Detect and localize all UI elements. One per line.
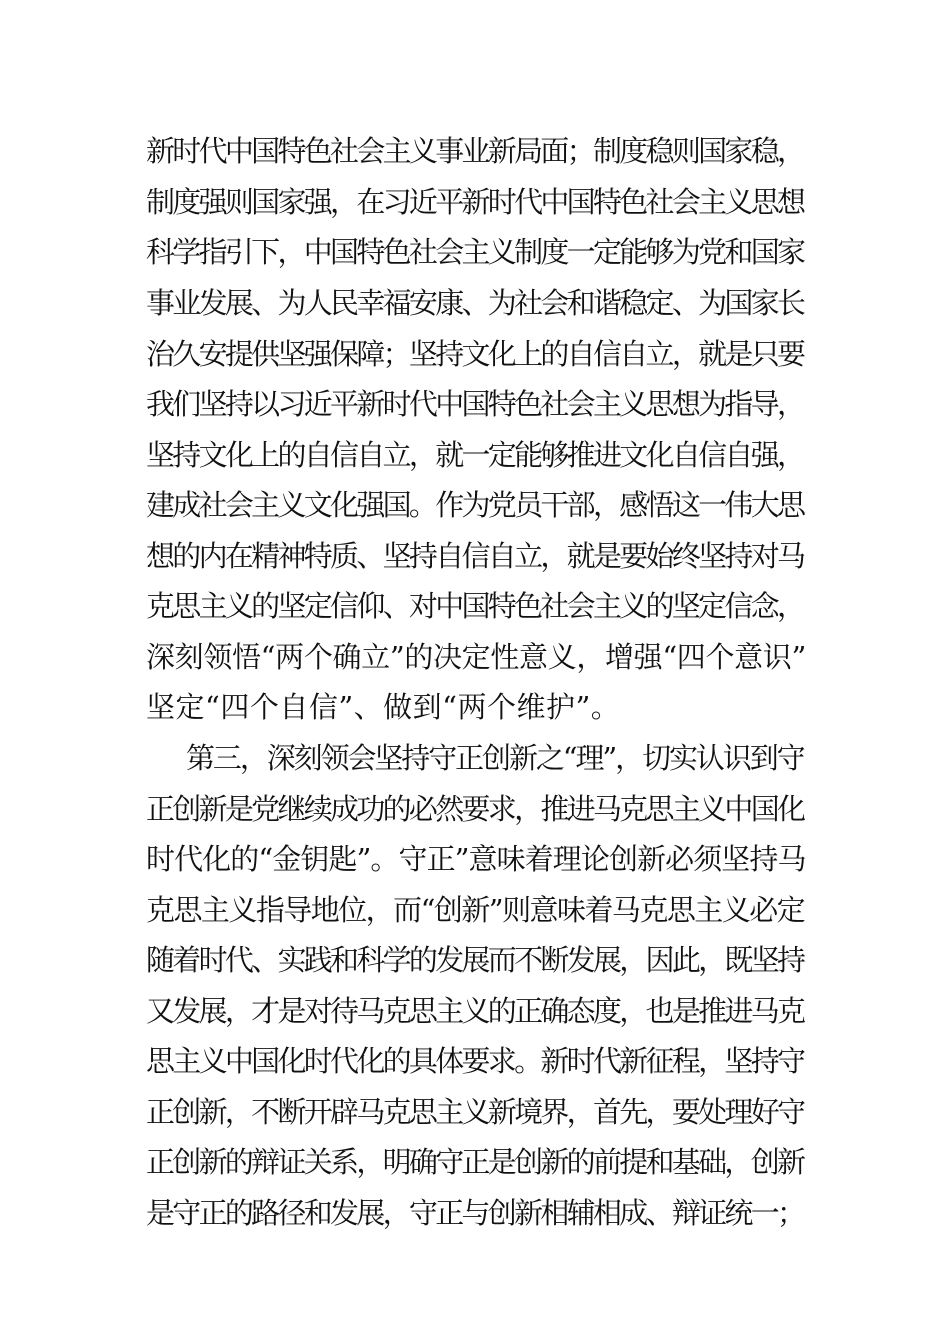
- text-line: 正创新是党继续成功的必然要求，推进马克思主义中国化: [146, 792, 804, 826]
- text-line: 思主义中国化时代化的具体要求。新时代新征程，坚持守: [146, 1044, 804, 1078]
- text-line: 克思主义的坚定信仰、对中国特色社会主义的坚定信念，: [146, 589, 804, 623]
- text-line: 坚定“四个自信”、做到“两个维护”。: [146, 690, 621, 724]
- text-line: 科学指引下，中国特色社会主义制度一定能够为党和国家: [146, 235, 804, 269]
- text-line: 治久安提供坚强保障；坚持文化上的自信自立，就是只要: [146, 337, 804, 371]
- text-line: 随着时代、实践和科学的发展而不断发展，因此，既坚持: [146, 943, 804, 977]
- text-line: 坚持文化上的自信自立，就一定能够推进文化自信自强，: [146, 438, 804, 472]
- text-line: 想的内在精神特质、坚持自信自立，就是要始终坚持对马: [146, 539, 804, 573]
- text-line: 时代化的“金钥匙”。守正”意味着理论创新必须坚持马: [146, 842, 806, 876]
- text-line: 制度强则国家强，在习近平新时代中国特色社会主义思想: [146, 185, 804, 219]
- text-line: 正创新，不断开辟马克思主义新境界，首先，要处理好守: [146, 1095, 804, 1129]
- text-line: 事业发展、为人民幸福安康、为社会和谐稳定、为国家长: [146, 286, 804, 320]
- paragraph-first-line: 第三，深刻领会坚持守正创新之“理”，切实认识到守: [186, 741, 804, 775]
- text-line: 克思主义指导地位，而“创新”则意味着马克思主义必定: [146, 893, 805, 927]
- text-line: 新时代中国特色社会主义事业新局面；制度稳则国家稳，: [146, 134, 804, 168]
- text-line: 又发展，才是对待马克思主义的正确态度，也是推进马克: [146, 994, 804, 1028]
- text-line: 是守正的路径和发展，守正与创新相辅相成、辩证统一；: [146, 1196, 804, 1230]
- text-line: 我们坚持以习近平新时代中国特色社会主义思想为指导，: [146, 387, 804, 421]
- text-line: 深刻领悟“两个确立”的决定性意义，增强“四个意识”: [146, 640, 806, 674]
- text-line: 建成社会主义文化强国。作为党员干部，感悟这一伟大思: [146, 488, 804, 522]
- text-line: 正创新的辩证关系，明确守正是创新的前提和基础，创新: [146, 1145, 804, 1179]
